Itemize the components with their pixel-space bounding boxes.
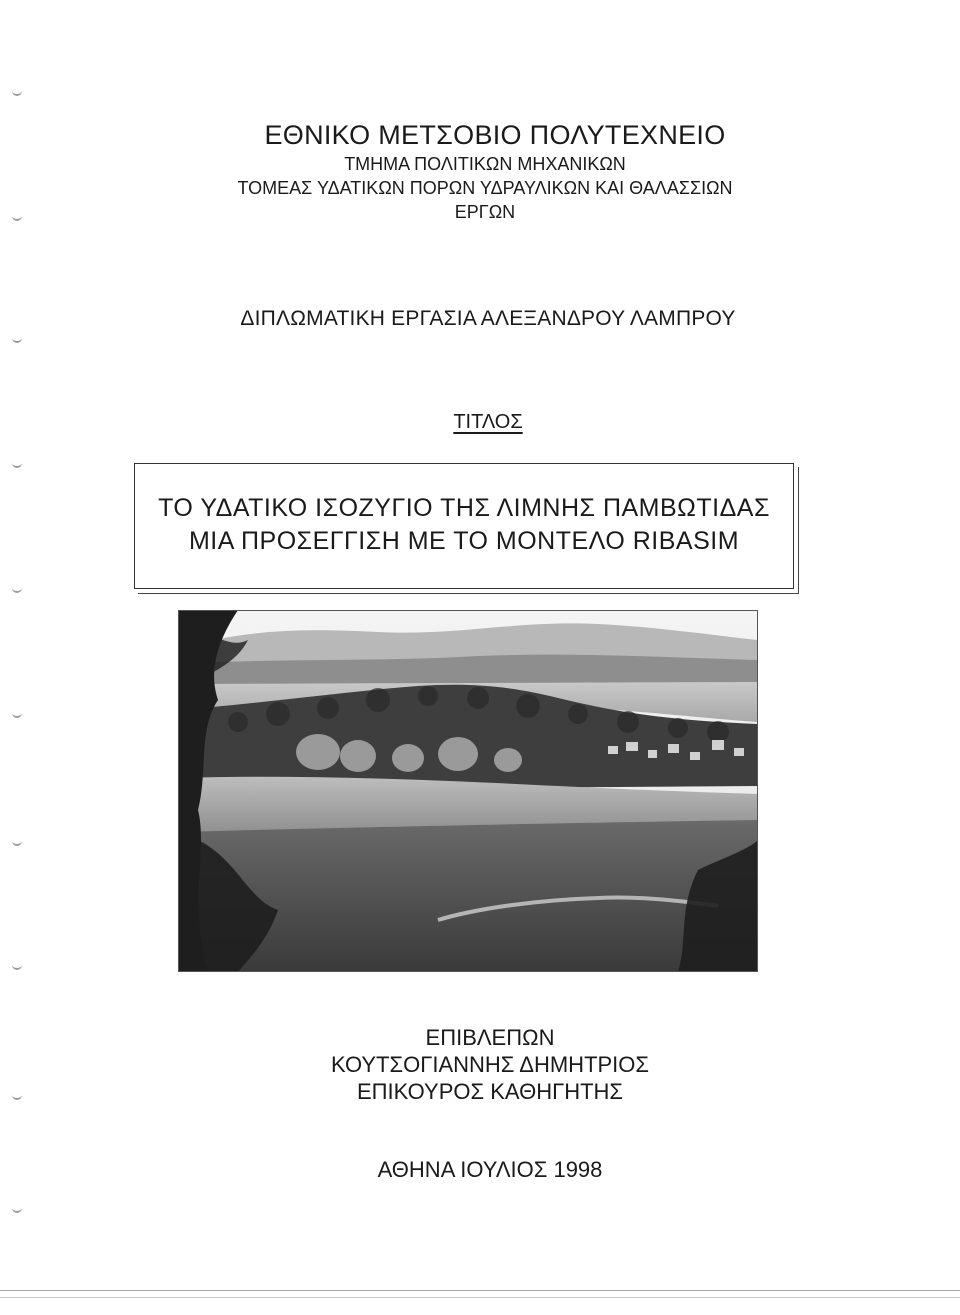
binding-mark	[12, 1205, 22, 1213]
title-label	[0, 411, 960, 434]
photo-reed-field	[178, 820, 758, 972]
binding-mark	[12, 585, 22, 593]
binding-mark	[12, 710, 22, 718]
binding-mark	[12, 962, 22, 970]
binding-mark	[12, 335, 22, 343]
title-box	[134, 463, 794, 589]
lake-landscape-photo	[178, 610, 758, 972]
thesis-title-line-1: ΤΟ ΥΔΑΤΙΚΟ ΙΣΟΖΥΓΙΟ ΤΗΣ ΛΙΜΝΗΣ ΠΑΜΒΩΤΙΔΑΣ	[158, 494, 770, 522]
place-date: ΑΘΗΝΑ ΙΟΥΛΙΟΣ 1998	[377, 1157, 603, 1182]
institution-header	[0, 118, 960, 224]
thesis-author-line: ΔΙΠΛΩΜΑΤΙΚΗ ΕΡΓΑΣΙΑ ΑΛΕΞΑΝΔΡΟΥ ΛΑΜΠΡΟΥ	[240, 307, 736, 330]
institution-name: ΕΘΝΙΚΟ ΜΕΤΣΟΒΙΟ ΠΟΛΥΤΕΧΝΕΙΟ	[264, 120, 726, 150]
supervisor-label: ΕΠΙΒΛΕΠΩΝ	[425, 1025, 555, 1050]
thesis-title-line-2: ΜΙΑ ΠΡΟΣΕΓΓΙΣΗ ΜΕ ΤΟ ΜΟΝΤΕΛΟ RIBASIM	[188, 527, 740, 555]
title-label-text: ΤΙΤΛΟΣ	[453, 411, 523, 433]
binding-mark	[12, 460, 22, 468]
lake-photo-drawing	[178, 610, 758, 972]
scan-edge-line	[0, 1297, 960, 1298]
department-name: ΤΜΗΜΑ ΠΟΛΙΤΙΚΩΝ ΜΗΧΑΝΙΚΩΝ	[344, 154, 626, 174]
supervisor-block	[0, 1024, 960, 1105]
scan-edge-line	[0, 1290, 960, 1291]
supervisor-name: ΚΟΥΤΣΟΓΙΑΝΝΗΣ ΔΗΜΗΤΡΙΟΣ	[330, 1052, 650, 1077]
binding-mark	[12, 88, 22, 96]
sector-name: ΤΟΜΕΑΣ ΥΔΑΤΙΚΩΝ ΠΟΡΩΝ ΥΔΡΑΥΛΙΚΩΝ ΚΑΙ ΘΑΛΑΣΣΙΩΝ ΕΡΓΩΝ	[237, 178, 733, 222]
binding-mark	[12, 838, 22, 846]
thesis-title	[135, 492, 793, 558]
supervisor-rank: ΕΠΙΚΟΥΡΟΣ ΚΑΘΗΓΗΤΗΣ	[356, 1079, 624, 1104]
